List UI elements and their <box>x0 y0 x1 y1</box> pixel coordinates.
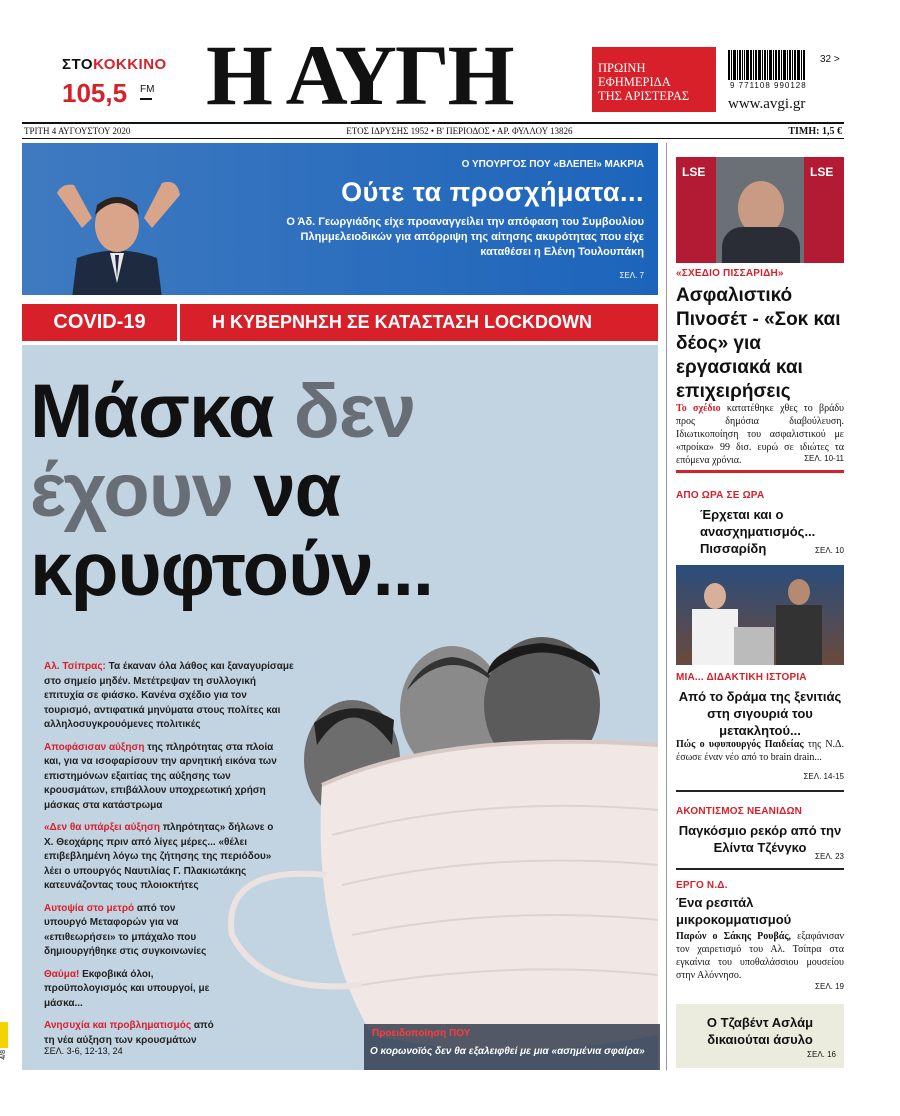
sidebar-divider <box>676 470 844 473</box>
sidebar-headline[interactable]: Από το δράμα της ξενιτιάς στη σιγουριά του μετακλητού... <box>678 689 842 738</box>
sidebar-feature-box[interactable] <box>676 1004 844 1068</box>
sidebar-headline: Ο Τζαβέντ Ασλάμ δικαιούται άσυλο <box>706 1015 814 1047</box>
tagline-line: ΠΡΩΙΝΗ <box>598 61 646 75</box>
who-warning-text: Ο κορωνοϊός δεν θα εξαλειφθεί με μια «ασημένια σφαίρα» <box>370 1046 645 1057</box>
sidebar-kicker: ΑΚΟΝΤΙΣΜΟΣ ΝΕΑΝΙΔΩΝ <box>676 806 803 817</box>
top-story-title: Ούτε τα προσχήματα... <box>341 177 644 207</box>
sidebar-headline[interactable]: Παγκόσμιο ρεκόρ από την Ελίντα Τζένγκο <box>678 823 842 855</box>
radio-band: FM <box>140 84 155 95</box>
radio-logo <box>62 56 167 73</box>
issue-date: ΤΡΙΤΗ 4 ΑΥΓΟΥΣΤΟΥ 2020 <box>24 126 131 136</box>
sidebar-page: ΣΕΛ. 16 <box>807 1050 836 1059</box>
radio-divider <box>140 98 152 100</box>
sidebar-divider <box>676 790 844 792</box>
sidebar-kicker: ΜΙΑ... ΔΙΔΑΚΤΙΚΗ ΙΣΤΟΡΙΑ <box>676 672 807 683</box>
sidebar-headline[interactable]: Ένα ρεσιτάλ μικροκομματισμού <box>676 895 792 927</box>
issue-price: ΤΙΜΗ: 1,5 € <box>788 125 842 137</box>
sidebar-page: ΣΕΛ. 10-11 <box>804 454 844 463</box>
headline-word: κρυφτούν... <box>30 527 433 612</box>
sidebar-text: Παρών ο Σάκης Ρουβάς, εξαφάνισαν τον χαιρετισμό του Αλ. Τσίπρα στα εγκαίνια του υποθαλάσσιου μουσείου στην Αλόννησο. <box>676 931 844 981</box>
headline-word: έχουν <box>30 448 234 533</box>
radio-name-red: ΚΟΚΚΙΝΟ <box>93 56 167 73</box>
barcode-number: 9 771108 990128 <box>730 81 807 90</box>
sidebar-kicker: ΕΡΓΟ Ν.Δ. <box>676 880 728 891</box>
sidebar-text: Πώς ο υφυπουργός Παιδείας της Ν.Δ. έσωσε έναν νέο από το brain drain... <box>676 739 844 763</box>
radio-name-prefix: ΣΤΟ <box>62 56 94 73</box>
info-bar <box>22 122 844 139</box>
main-story-pages: ΣΕΛ. 3-6, 12-13, 24 <box>44 1046 123 1056</box>
issue-code: 32 > <box>820 54 840 65</box>
headline-word: Μάσκα <box>30 369 274 454</box>
covid-headline: Η ΚΥΒΕΡΝΗΣΗ ΣΕ ΚΑΤΑΣΤΑΣΗ LOCKDOWN <box>212 312 593 332</box>
bullet-item: «Δεν θα υπάρξει αύξηση πληρότητας» δήλωνε ο Χ. Θεοχάρης πριν από λίγες μέρες... «θέλει επιβεβλημένη λόγω της ζήτησης της περιόδου» λέει ο υπουργός Ναυτιλίας Γ. Πλακιωτάκης κατευνάζοντας τους πλοιοκτήτες <box>44 822 274 891</box>
tagline-line: ΤΗΣ ΑΡΙΣΤΕΡΑΣ <box>598 89 690 103</box>
date-ribbon <box>0 1022 8 1048</box>
sidebar-page: ΣΕΛ. 10 <box>815 546 844 555</box>
bullet-item: Αλ. Τσίπρας: Τα έκαναν όλα λάθος και ξαναγυρίσαμε στο σημείο μηδέν. Μετέτρεψαν τη συλλογική επιτυχία σε φιάσκο. Κανένα σχέδιο για τον τουρισμό, αντιφατικά μηνύματα στους πολίτες και αλληλοσυγκρουόμενες πολιτικές <box>44 661 294 730</box>
who-warning-label: Προειδοποίηση ΠΟΥ <box>372 1028 471 1039</box>
who-warning-box[interactable] <box>364 1024 660 1070</box>
top-story-kicker: Ο ΥΠΟΥΡΓΟΣ ΠΟΥ «ΒΛΕΠΕΙ» ΜΑΚΡΙΑ <box>461 159 644 170</box>
column-divider <box>666 143 667 1070</box>
covid-tag: COVID-19 <box>22 304 180 341</box>
tagline-box <box>592 47 716 112</box>
sidebar-page: ΣΕΛ. 19 <box>815 982 844 991</box>
sidebar-page: ΣΕΛ. 23 <box>815 852 844 861</box>
issue-info: ΕΤΟΣ ΙΔΡΥΣΗΣ 1952 • Β' ΠΕΡΙΟΔΟΣ • ΑΡ. ΦΥΛΛΟΥ 13826 <box>346 126 573 136</box>
bullet-item: Αποφάσισαν αύξηση της πληρότητας στα πλοία και, για να ισοφαρίσουν την αρνητική εικόνα των επιστημόνων εξαιτίας της αύξησης των κρουσμάτων, επιβάλλουν υποχρεωτική χρήση μάσκας στα κατάστρωμα <box>44 741 277 811</box>
politician-photo <box>52 173 182 295</box>
sidebar-headline[interactable]: Έρχεται και ο ανασχηματισμός... Πισσαρίδη <box>700 507 816 556</box>
bullet-item: Αυτοψία στο μετρό από τον υπουργό Μεταφορών για να «επιθεωρήσει» το μπάχαλο που δημιουργήθηκε στις συγκοινωνίες <box>44 902 207 957</box>
tagline-line: ΕΦΗΜΕΡΙΔΑ <box>598 75 671 89</box>
sidebar-page: ΣΕΛ. 14-15 <box>803 772 844 781</box>
sidebar-text: Το σχέδιο κατατέθηκε χθες το βράδυ προς δημόσια διαβούλευση. Ιδιωτικοποίηση του ασφαλιστικού με «προίκα» 99 δισ. ευρώ σε ιδιώτες τα επόμενα χρόνια. <box>676 403 845 466</box>
top-story-banner[interactable] <box>22 143 658 295</box>
masthead-title: Η ΑΥΓΗ <box>206 27 513 123</box>
main-headline <box>30 369 433 612</box>
barcode <box>728 50 828 80</box>
bullet-item: Θαύμα! Εκφοβικά όλοι, προϋπολογισμός και υπουργοί, με μάσκα... <box>44 968 210 1009</box>
top-story-text: Ο Άδ. Γεωργιάδης είχε προαναγγείλει την απόφαση του Συμβουλίου Πλημμελειοδικών για απόρριψη της αίτησης ακυρότητας που είχε καταθέσει η Ελένη Τουλουπάκη <box>286 216 644 258</box>
sidebar-headline[interactable]: Ασφαλιστικό Πινοσέτ - «Σοκ και δέος» για εργασιακά και επιχειρήσεις <box>676 285 841 402</box>
sidebar-kicker: «ΣΧΕΔΙΟ ΠΙΣΣΑΡΙΔΗ» <box>676 268 784 279</box>
radio-frequency: 105,5 <box>62 78 128 108</box>
pissarides-photo: LSE LSE <box>676 157 844 263</box>
top-story-page: ΣΕΛ. 7 <box>619 271 644 280</box>
ceremony-photo <box>676 565 844 665</box>
date-ribbon-text: 4/8 <box>0 1050 7 1060</box>
covid-bar <box>22 304 658 341</box>
website-link[interactable]: www.avgi.gr <box>728 96 806 112</box>
sidebar-kicker: ΑΠΟ ΩΡΑ ΣΕ ΩΡΑ <box>676 490 765 501</box>
headline-word: δεν <box>293 369 416 454</box>
sidebar-divider <box>676 868 844 870</box>
headline-word: να <box>253 448 341 533</box>
main-story-bullets <box>44 660 294 1056</box>
bullet-item: Ανησυχία και προβληματισμός από τη νέα αύξηση των κρουσμάτων <box>44 1020 214 1046</box>
